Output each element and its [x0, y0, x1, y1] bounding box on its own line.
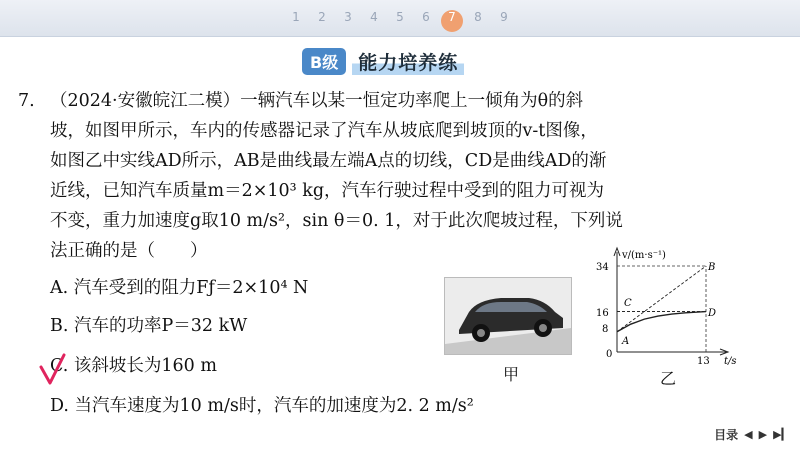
option-d[interactable]: D. 当汽车速度为10 m/s时，汽车的加速度为2. 2 m/s²	[50, 396, 474, 416]
page-7-button-current[interactable]: 7	[441, 10, 463, 32]
figure-label-yi: 乙	[660, 369, 677, 388]
page-2-button[interactable]: 2	[318, 10, 326, 24]
figure-label-jia: 甲	[503, 365, 520, 384]
point-label-d: D	[708, 308, 717, 319]
last-page-icon[interactable]: ▶▎	[773, 428, 790, 441]
tick-label-34: 34	[596, 262, 609, 273]
car-image	[445, 278, 571, 354]
page-8-button[interactable]: 8	[474, 10, 482, 24]
level-title: 能力培养练	[352, 48, 464, 75]
page-9-button[interactable]: 9	[500, 10, 508, 24]
tick-label-8: 8	[602, 324, 609, 335]
level-header	[302, 48, 464, 74]
page-pager	[0, 6, 800, 32]
footer-navigation	[714, 426, 790, 443]
checkmark-icon	[38, 353, 68, 387]
level-badge: B级	[302, 48, 346, 75]
question-line-1	[18, 86, 758, 116]
question-text	[18, 86, 758, 266]
question-line-text: （2024·安徽皖江二模）一辆汽车以某一恒定功率爬上一倾角为θ的斜	[50, 91, 584, 111]
question-line-5: 不变，重力加速度g取10 m/s²，sin θ＝0. 1，对于此次爬坡过程，下列说	[50, 211, 623, 231]
next-page-icon[interactable]: ▶	[758, 428, 768, 441]
y-axis-label: v/(m·s⁻¹)	[622, 250, 666, 261]
page-5-button[interactable]: 5	[396, 10, 404, 24]
point-label-b: B	[708, 262, 716, 273]
page-6-button[interactable]: 6	[422, 10, 430, 24]
option-a[interactable]: A. 汽车受到的阻力Fƒ＝2×10⁴ N	[50, 278, 309, 298]
question-line-4: 近线，已知汽车质量m＝2×10³ kg，汽车行驶过程中受到的阻力可视为	[50, 181, 605, 201]
toc-link[interactable]: 目录	[714, 428, 739, 442]
first-page-icon[interactable]: ◀	[744, 428, 753, 441]
origin-label: 0	[606, 349, 613, 360]
question-number: 7.	[18, 91, 35, 111]
vt-graph	[586, 246, 786, 366]
page-3-button[interactable]: 3	[344, 10, 352, 24]
point-label-a: A	[622, 336, 630, 347]
question-line-6: 法正确的是（ ）	[50, 241, 208, 261]
x-axis-label: t/s	[724, 356, 737, 366]
tick-label-16: 16	[596, 308, 609, 319]
tick-label-13: 13	[697, 356, 710, 366]
top-navigation-bar	[0, 0, 800, 37]
point-label-c: C	[624, 298, 632, 309]
option-c[interactable]: C. 该斜坡长为160 m	[50, 356, 217, 376]
option-b[interactable]: B. 汽车的功率P＝32 kW	[50, 316, 248, 336]
page-1-button[interactable]: 1	[292, 10, 300, 24]
question-line-2: 坡，如图甲所示，车内的传感器记录了汽车从坡底爬到坡顶的v-t图像，	[50, 121, 598, 141]
page-4-button[interactable]: 4	[370, 10, 378, 24]
car-photo	[444, 277, 572, 355]
question-line-3: 如图乙中实线AD所示，AB是曲线最左端A点的切线，CD是曲线AD的渐	[50, 151, 607, 171]
